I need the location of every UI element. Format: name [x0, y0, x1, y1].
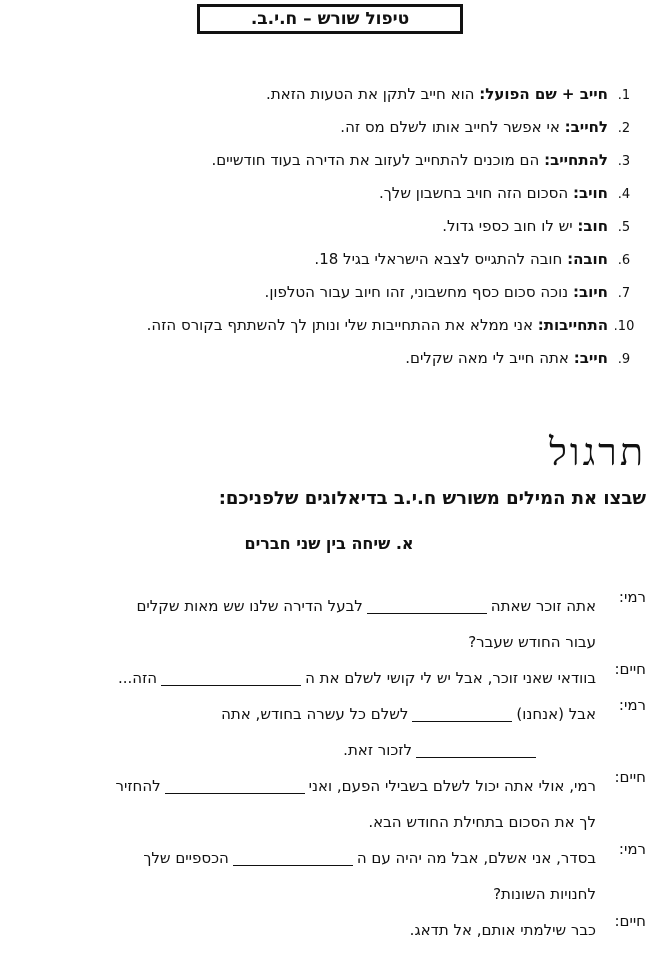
dialogue-text: כבר שילמתי אותם, אל תדאג.	[409, 921, 596, 939]
item-separator: :	[577, 217, 584, 235]
list-item	[0, 210, 640, 243]
item-number: 7.	[617, 286, 631, 301]
list-item	[0, 144, 640, 177]
speaker-label: רמי:	[618, 696, 646, 714]
item-separator: :	[572, 184, 579, 202]
dialogue-text: הזה...	[117, 669, 158, 687]
exercise-instructions: שבצו את המילים משורש ח.י.ב בדיאלוגים שלפניכם:	[218, 488, 646, 509]
answer-blank[interactable]	[412, 707, 512, 722]
item-example: אני ממלא את ההתחייבות שלי ונותן לך להשתתף בקורס הזה.	[146, 316, 538, 334]
item-term: חוב	[583, 217, 608, 235]
dialogue-turn	[0, 588, 646, 660]
answer-blank[interactable]	[367, 599, 487, 614]
item-separator: :	[537, 316, 544, 334]
item-term: התחייבות	[543, 316, 608, 334]
item-term: חיוב	[578, 283, 608, 301]
item-separator: :	[572, 283, 579, 301]
list-item	[0, 243, 640, 276]
item-term: חויב	[578, 184, 608, 202]
dialogue-turn	[0, 840, 646, 912]
item-example: הוא חייב לתקן את הטעות הזאת.	[266, 85, 480, 103]
item-number: 1.	[617, 88, 631, 103]
speaker-label: חיים:	[614, 768, 646, 786]
practice-heading: תרגול	[549, 430, 646, 474]
dialogue-turn	[0, 912, 646, 948]
item-example: יש לו חוב כספי גדול.	[442, 217, 578, 235]
item-separator: :	[479, 85, 486, 103]
dialogue-text: לזכור זאת.	[343, 741, 412, 759]
item-number: 6.	[617, 253, 631, 268]
item-example: אתה חייב לי מאה שקלים.	[405, 349, 574, 367]
list-item	[0, 276, 640, 309]
speaker-label: רמי:	[618, 840, 646, 858]
item-number: 3.	[617, 154, 631, 169]
dialogue-text: לבעל הדירה שלנו שש מאות שקלים	[136, 597, 363, 615]
dialogue-text: לשלם כל עשרה בחודש, אתה	[221, 705, 409, 723]
dialogue-text: לחנויות השונות?	[493, 885, 596, 903]
item-example: הסכום הזה חויב בחשבון שלך.	[378, 184, 573, 202]
item-example: אי אפשר לחייב אותו לשלם מס זה.	[340, 118, 565, 136]
dialogue-text: להחזיר	[115, 777, 161, 795]
item-term: לחייב	[570, 118, 608, 136]
dialogue-text: לך את הסכום בתחילת החודש הבא.	[368, 813, 596, 831]
item-term: להתחייב	[550, 151, 608, 169]
list-item	[0, 111, 640, 144]
item-number: 2.	[617, 121, 631, 136]
item-number: 10.	[613, 319, 635, 334]
item-term: חייב	[579, 349, 608, 367]
item-example: חובה להתגייס לצבא הישראלי בגיל 18.	[314, 250, 568, 268]
item-separator: :	[544, 151, 551, 169]
page-title: טיפול שורש – ח.י.ב.	[197, 4, 463, 34]
answer-blank[interactable]	[165, 779, 305, 794]
item-separator: :	[564, 118, 571, 136]
dialogue-text: בסדר, אני אשלם, אבל מה יהיה עם ה	[356, 849, 596, 867]
dialogue-text: אתה זוכר שאתה	[490, 597, 596, 615]
dialogue-turn	[0, 660, 646, 696]
list-item	[0, 309, 640, 342]
item-term: חייב + שם הפועל	[485, 85, 608, 103]
dialogue-turn	[0, 696, 646, 768]
answer-blank[interactable]	[233, 851, 353, 866]
speaker-label: חיים:	[614, 660, 646, 678]
dialogue-turn	[0, 768, 646, 840]
answer-blank[interactable]	[161, 671, 301, 686]
item-number: 5.	[617, 220, 631, 235]
list-item	[0, 78, 640, 111]
item-number: 9.	[617, 352, 631, 367]
speaker-label: רמי:	[618, 588, 646, 606]
dialogue-text: רמי, אולי אתה יכול לשלם בשבילי הפעם, ואני	[308, 777, 596, 795]
speaker-label: חיים:	[614, 912, 646, 930]
item-example: הם מוכנים להתחייב לעזוב את הדירה בעוד חודשיים.	[211, 151, 545, 169]
answer-blank[interactable]	[416, 743, 536, 758]
item-separator: :	[567, 250, 574, 268]
list-item	[0, 177, 640, 210]
dialogue	[0, 588, 646, 948]
item-number: 4.	[617, 187, 631, 202]
dialogue-text: הכספיים שלך	[143, 849, 229, 867]
dialogue-text: בוודאי שאני זוכר, אבל יש לי קושי לשלם את ה	[305, 669, 596, 687]
item-example: נוכה סכום כסף מחשבוני, זהו חיוב עבור הטלפון.	[264, 283, 573, 301]
section-title: א. שיחה בין שני חברים	[244, 534, 414, 553]
list-item	[0, 342, 640, 375]
dialogue-text: עבור החודש שעבר?	[468, 633, 596, 651]
dialogue-text: אבל (אנחנו)	[516, 705, 596, 723]
item-separator: :	[573, 349, 580, 367]
item-term: חובה	[573, 250, 608, 268]
vocabulary-list	[0, 78, 640, 375]
